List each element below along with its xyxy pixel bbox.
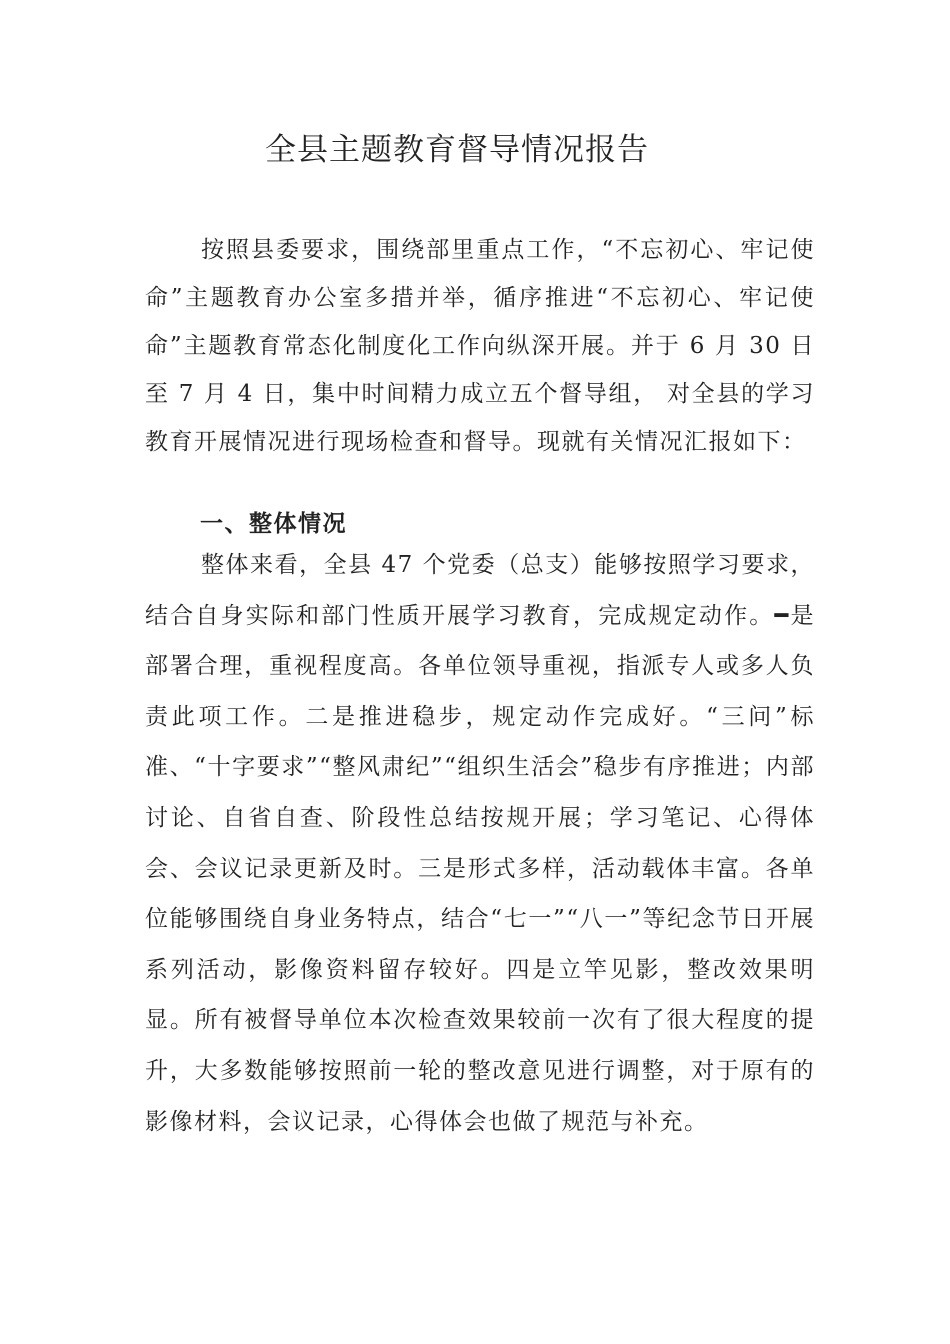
section-heading-overall: 一、整体情况: [200, 511, 347, 537]
document-title: 全县主题教育督导情况报告: [265, 132, 649, 168]
section-paragraph-overall: 整体来看，全县 47 个党委（总支）能够按照学习要求，结合自身实际和部门性质开展学习教育，完成规定动作。━是部署合理，重视程度高。各单位领导重视，指派专人或多人负责此项工作。二是推进稳步，规定动作完成好。“三问”标准、“十字要求”“整风肃纪”“组织生活会”稳步有序推进；内部讨论、自省自查、阶段性总结按规开展；学习笔记、心得体会、会议记录更新及时。三是形式多样，活动载体丰富。各单位能够围绕自身业务特点，结合“七一”“八一”等纪念节日开展系列活动，影像资料留存较好。四是立竿见影，整改效果明显。所有被督导单位本次检查效果较前一次有了很大程度的提升，大多数能够按照前一轮的整改意见进行调整，对于原有的影像材料，会议记录，心得体会也做了规范与补充。: [145, 552, 815, 1135]
intro-paragraph: 按照县委要求，围绕部里重点工作，“不忘初心、牢记使命”主题教育办公室多措并举，循序推进“不忘初心、牢记使命”主题教育常态化制度化工作向纵深开展。并于 6 月 30 日至 7 月 4 日，集中时间精力成立五个督导组， 对全县的学习教育开展情况进行现场检查和督导。现就有关情况汇报如下：: [145, 237, 815, 455]
